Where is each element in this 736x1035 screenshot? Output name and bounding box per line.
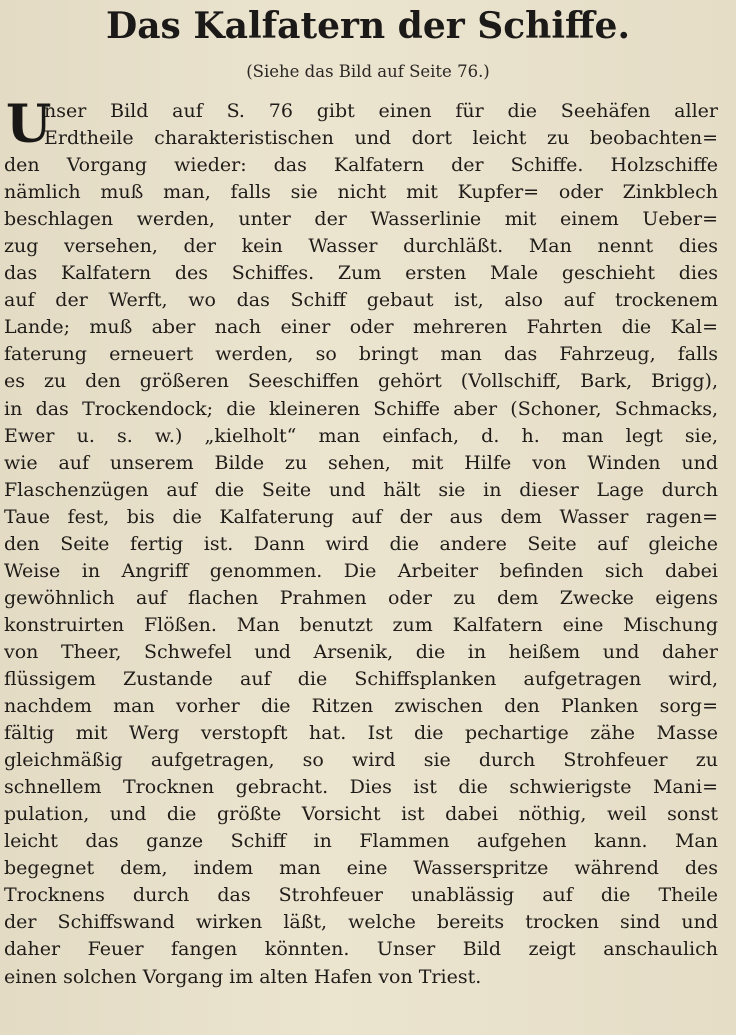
- text-line: gleichmäßig aufgetragen, so wird sie durch Strohfeuer zu: [4, 749, 718, 772]
- text-line: nachdem man vorher die Ritzen zwischen den Planken sorg=: [4, 695, 718, 718]
- text-line: das Kalfatern des Schiffes. Zum ersten Male geschieht dies: [4, 262, 718, 285]
- text-line: Taue fest, bis die Kalfaterung auf der aus dem Wasser ragen=: [4, 505, 718, 528]
- text-line: begegnet dem, indem man eine Wasserspritze während des: [4, 857, 718, 880]
- text-line: schnellem Trocknen gebracht. Dies ist die schwierigste Mani=: [4, 776, 718, 799]
- text-line: pulation, und die größte Vorsicht ist dabei nöthig, weil sonst: [4, 803, 718, 826]
- article-subtitle: (Siehe das Bild auf Seite 76.): [246, 62, 490, 81]
- text-line: in das Trockendock; die kleineren Schiffe aber (Schoner, Schmacks,: [4, 397, 718, 420]
- text-line: auf der Werft, wo das Schiff gebaut ist, also auf trockenem: [4, 289, 718, 312]
- text-line: nser Bild auf S. 76 gibt einen für die Seehäfen aller: [44, 100, 718, 122]
- text-line: konstruirten Flößen. Man benutzt zum Kalfatern eine Mischung: [4, 613, 718, 636]
- text-line: Lande; muß aber nach einer oder mehreren Fahrten die Kal=: [4, 316, 718, 339]
- text-line: der Schiffswand wirken läßt, welche bereits trocken sind und: [4, 911, 718, 934]
- text-line: es zu den größeren Seeschiffen gehört (Vollschiff, Bark, Brigg),: [4, 370, 718, 393]
- text-line: einen solchen Vorgang im alten Hafen von Triest.: [4, 965, 482, 988]
- text-line: daher Feuer fangen könnten. Unser Bild zeigt anschaulich: [4, 938, 718, 961]
- text-line: beschlagen werden, unter der Wasserlinie mit einem Ueber=: [4, 208, 718, 231]
- text-line: flüssigem Zustande auf die Schiffsplanken aufgetragen wird,: [4, 667, 718, 690]
- text-line: wie auf unserem Bilde zu sehen, mit Hilfe von Winden und: [4, 451, 718, 474]
- text-line: gewöhnlich auf flachen Prahmen oder zu dem Zwecke eigens: [4, 586, 718, 609]
- drop-cap: U: [6, 94, 52, 155]
- text-line: zug versehen, der kein Wasser durchläßt. Man nennt dies: [4, 235, 718, 258]
- text-line: Ewer u. s. w.) „kielholt“ man einfach, d. h. man legt sie,: [4, 424, 718, 447]
- article-title: Das Kalfatern der Schiffe.: [106, 5, 630, 47]
- article-body: [4, 94, 718, 991]
- text-line: von Theer, Schwefel und Arsenik, die in heißem und daher: [4, 640, 718, 663]
- text-line: den Vorgang wieder: das Kalfatern der Schiffe. Holzschiffe: [4, 154, 718, 177]
- text-line: leicht das ganze Schiff in Flammen aufgehen kann. Man: [4, 830, 718, 853]
- text-line: faterung erneuert werden, so bringt man das Fahrzeug, falls: [4, 343, 718, 366]
- text-line: den Seite fertig ist. Dann wird die andere Seite auf gleiche: [4, 532, 718, 555]
- text-line: fältig mit Werg verstopft hat. Ist die pechartige zähe Masse: [4, 722, 718, 745]
- text-line: Erdtheile charakteristischen und dort leicht zu beobachten=: [44, 127, 718, 150]
- text-line: Flaschenzügen auf die Seite und hält sie in dieser Lage durch: [4, 478, 718, 501]
- text-line: nämlich muß man, falls sie nicht mit Kupfer= oder Zinkblech: [4, 181, 718, 204]
- text-line: Weise in Angriff genommen. Die Arbeiter befinden sich dabei: [4, 559, 718, 582]
- text-line: Trocknens durch das Strohfeuer unablässig auf die Theile: [4, 884, 718, 907]
